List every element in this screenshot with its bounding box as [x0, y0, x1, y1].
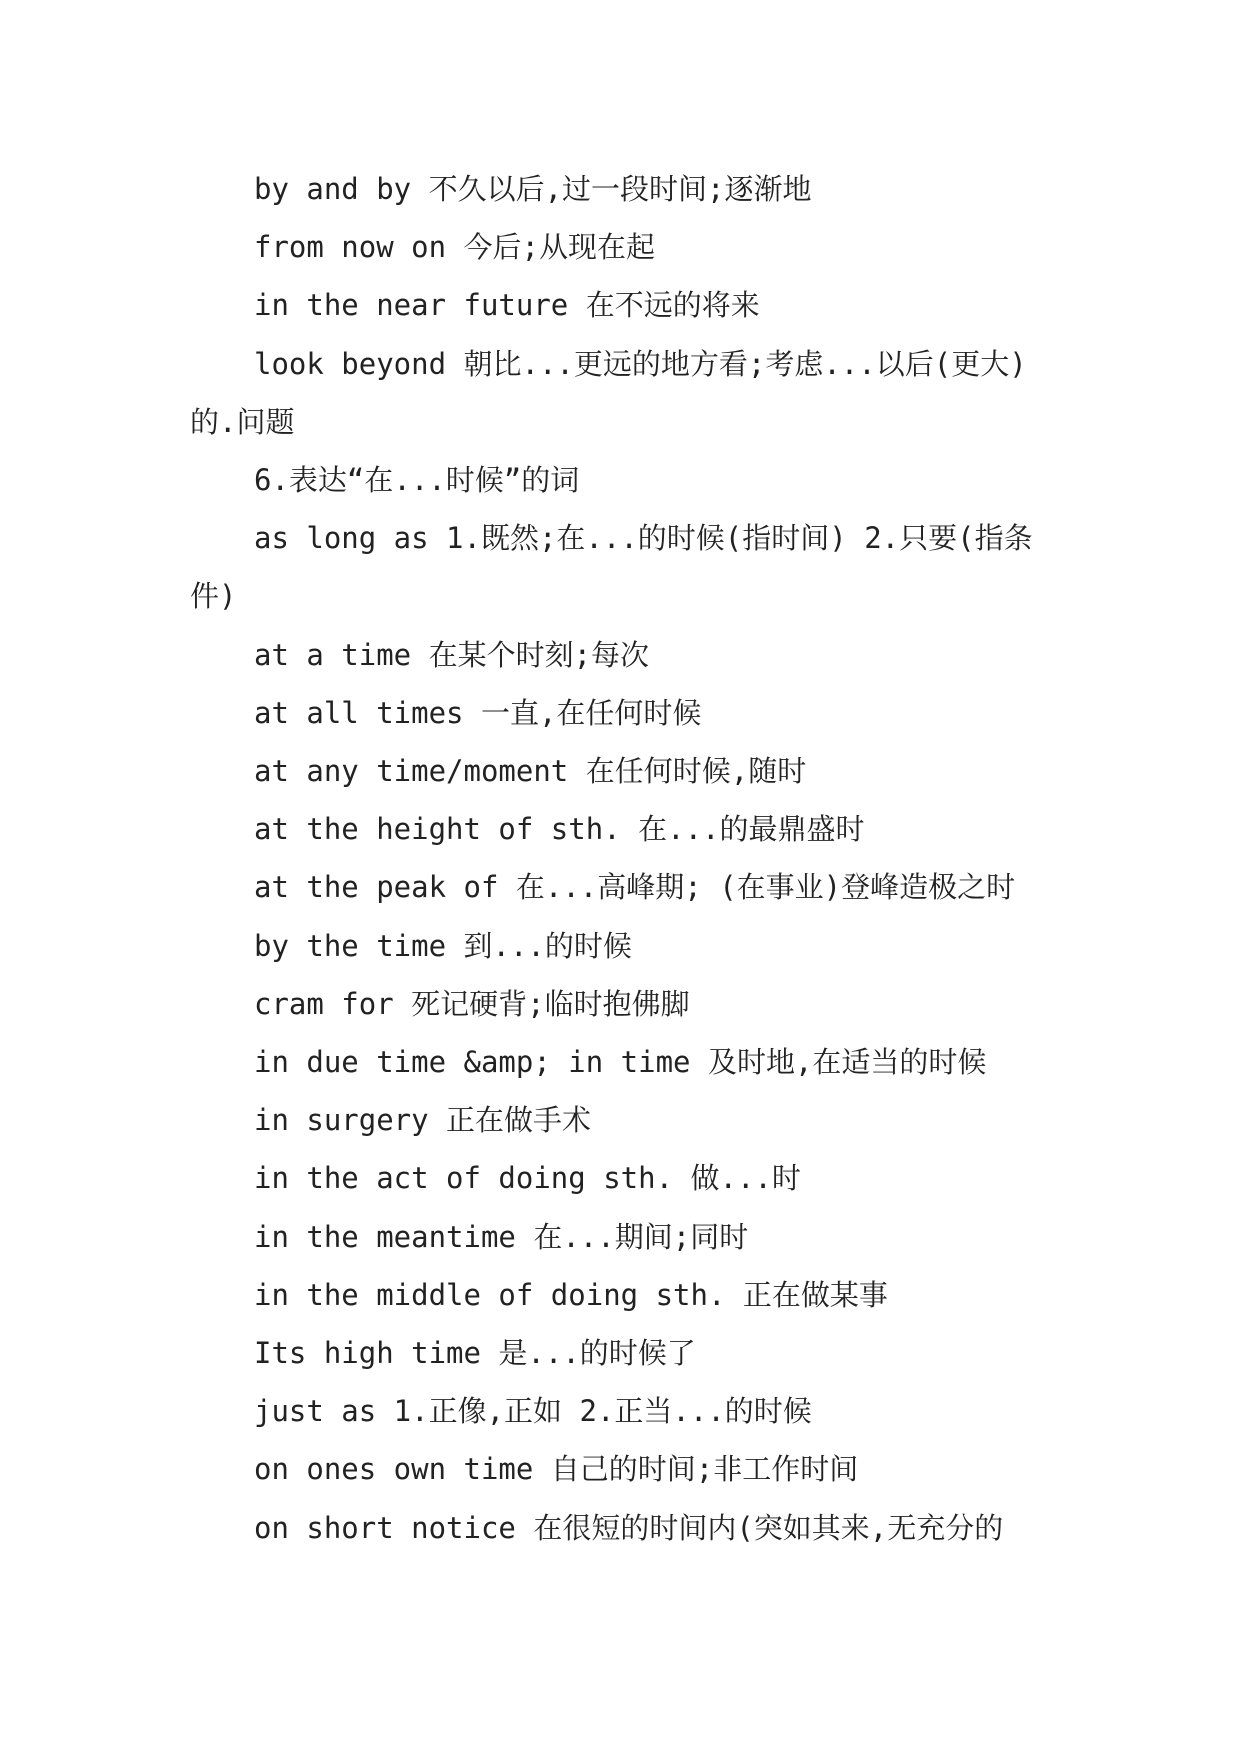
phrase-line: Its high time 是...的时候了 — [254, 1336, 696, 1371]
phrase-line: at all times 一直,在任何时候 — [254, 695, 702, 730]
phrase-line: cram for 死记硬背;临时抱佛脚 — [254, 986, 690, 1021]
phrase-line: at the height of sth. 在...的最鼎盛时 — [254, 812, 865, 847]
phrase-line: look beyond 朝比...更远的地方看;考虑...以后(更大)的.问题 — [190, 346, 1027, 439]
phrase-line: in the middle of doing sth. 正在做某事 — [254, 1277, 888, 1312]
phrase-line: on ones own time 自己的时间;非工作时间 — [254, 1452, 859, 1487]
phrase-line: at the peak of 在...高峰期; (在事业)登峰造极之时 — [254, 870, 1016, 905]
phrase-line: at a time 在某个时刻;每次 — [254, 637, 650, 672]
phrase-line: just as 1.正像,正如 2.正当...的时候 — [254, 1394, 812, 1429]
phrase-line: in the act of doing sth. 做...时 — [254, 1161, 801, 1196]
phrase-line: in due time &amp; in time 及时地,在适当的时候 — [254, 1045, 987, 1080]
phrase-line: in surgery 正在做手术 — [254, 1103, 592, 1138]
phrase-line: as long as 1.既然;在...的时候(指时间) 2.只要(指条件) — [190, 521, 1033, 614]
phrase-line: in the meantime 在...期间;同时 — [254, 1219, 749, 1254]
phrase-line: by and by 不久以后,过一段时间;逐渐地 — [254, 172, 812, 206]
phrase-line: from now on 今后;从现在起 — [254, 230, 655, 265]
phrase-line: in the near future 在不远的将来 — [254, 288, 760, 323]
section-heading: 6.表达“在...时候”的词 — [254, 463, 580, 498]
phrase-line: by the time 到...的时候 — [254, 928, 632, 963]
document-body — [190, 160, 1050, 1557]
phrase-line: on short notice 在很短的时间内(突如其来,无充分的 — [254, 1510, 1004, 1545]
phrase-line: at any time/moment 在任何时候,随时 — [254, 754, 807, 789]
